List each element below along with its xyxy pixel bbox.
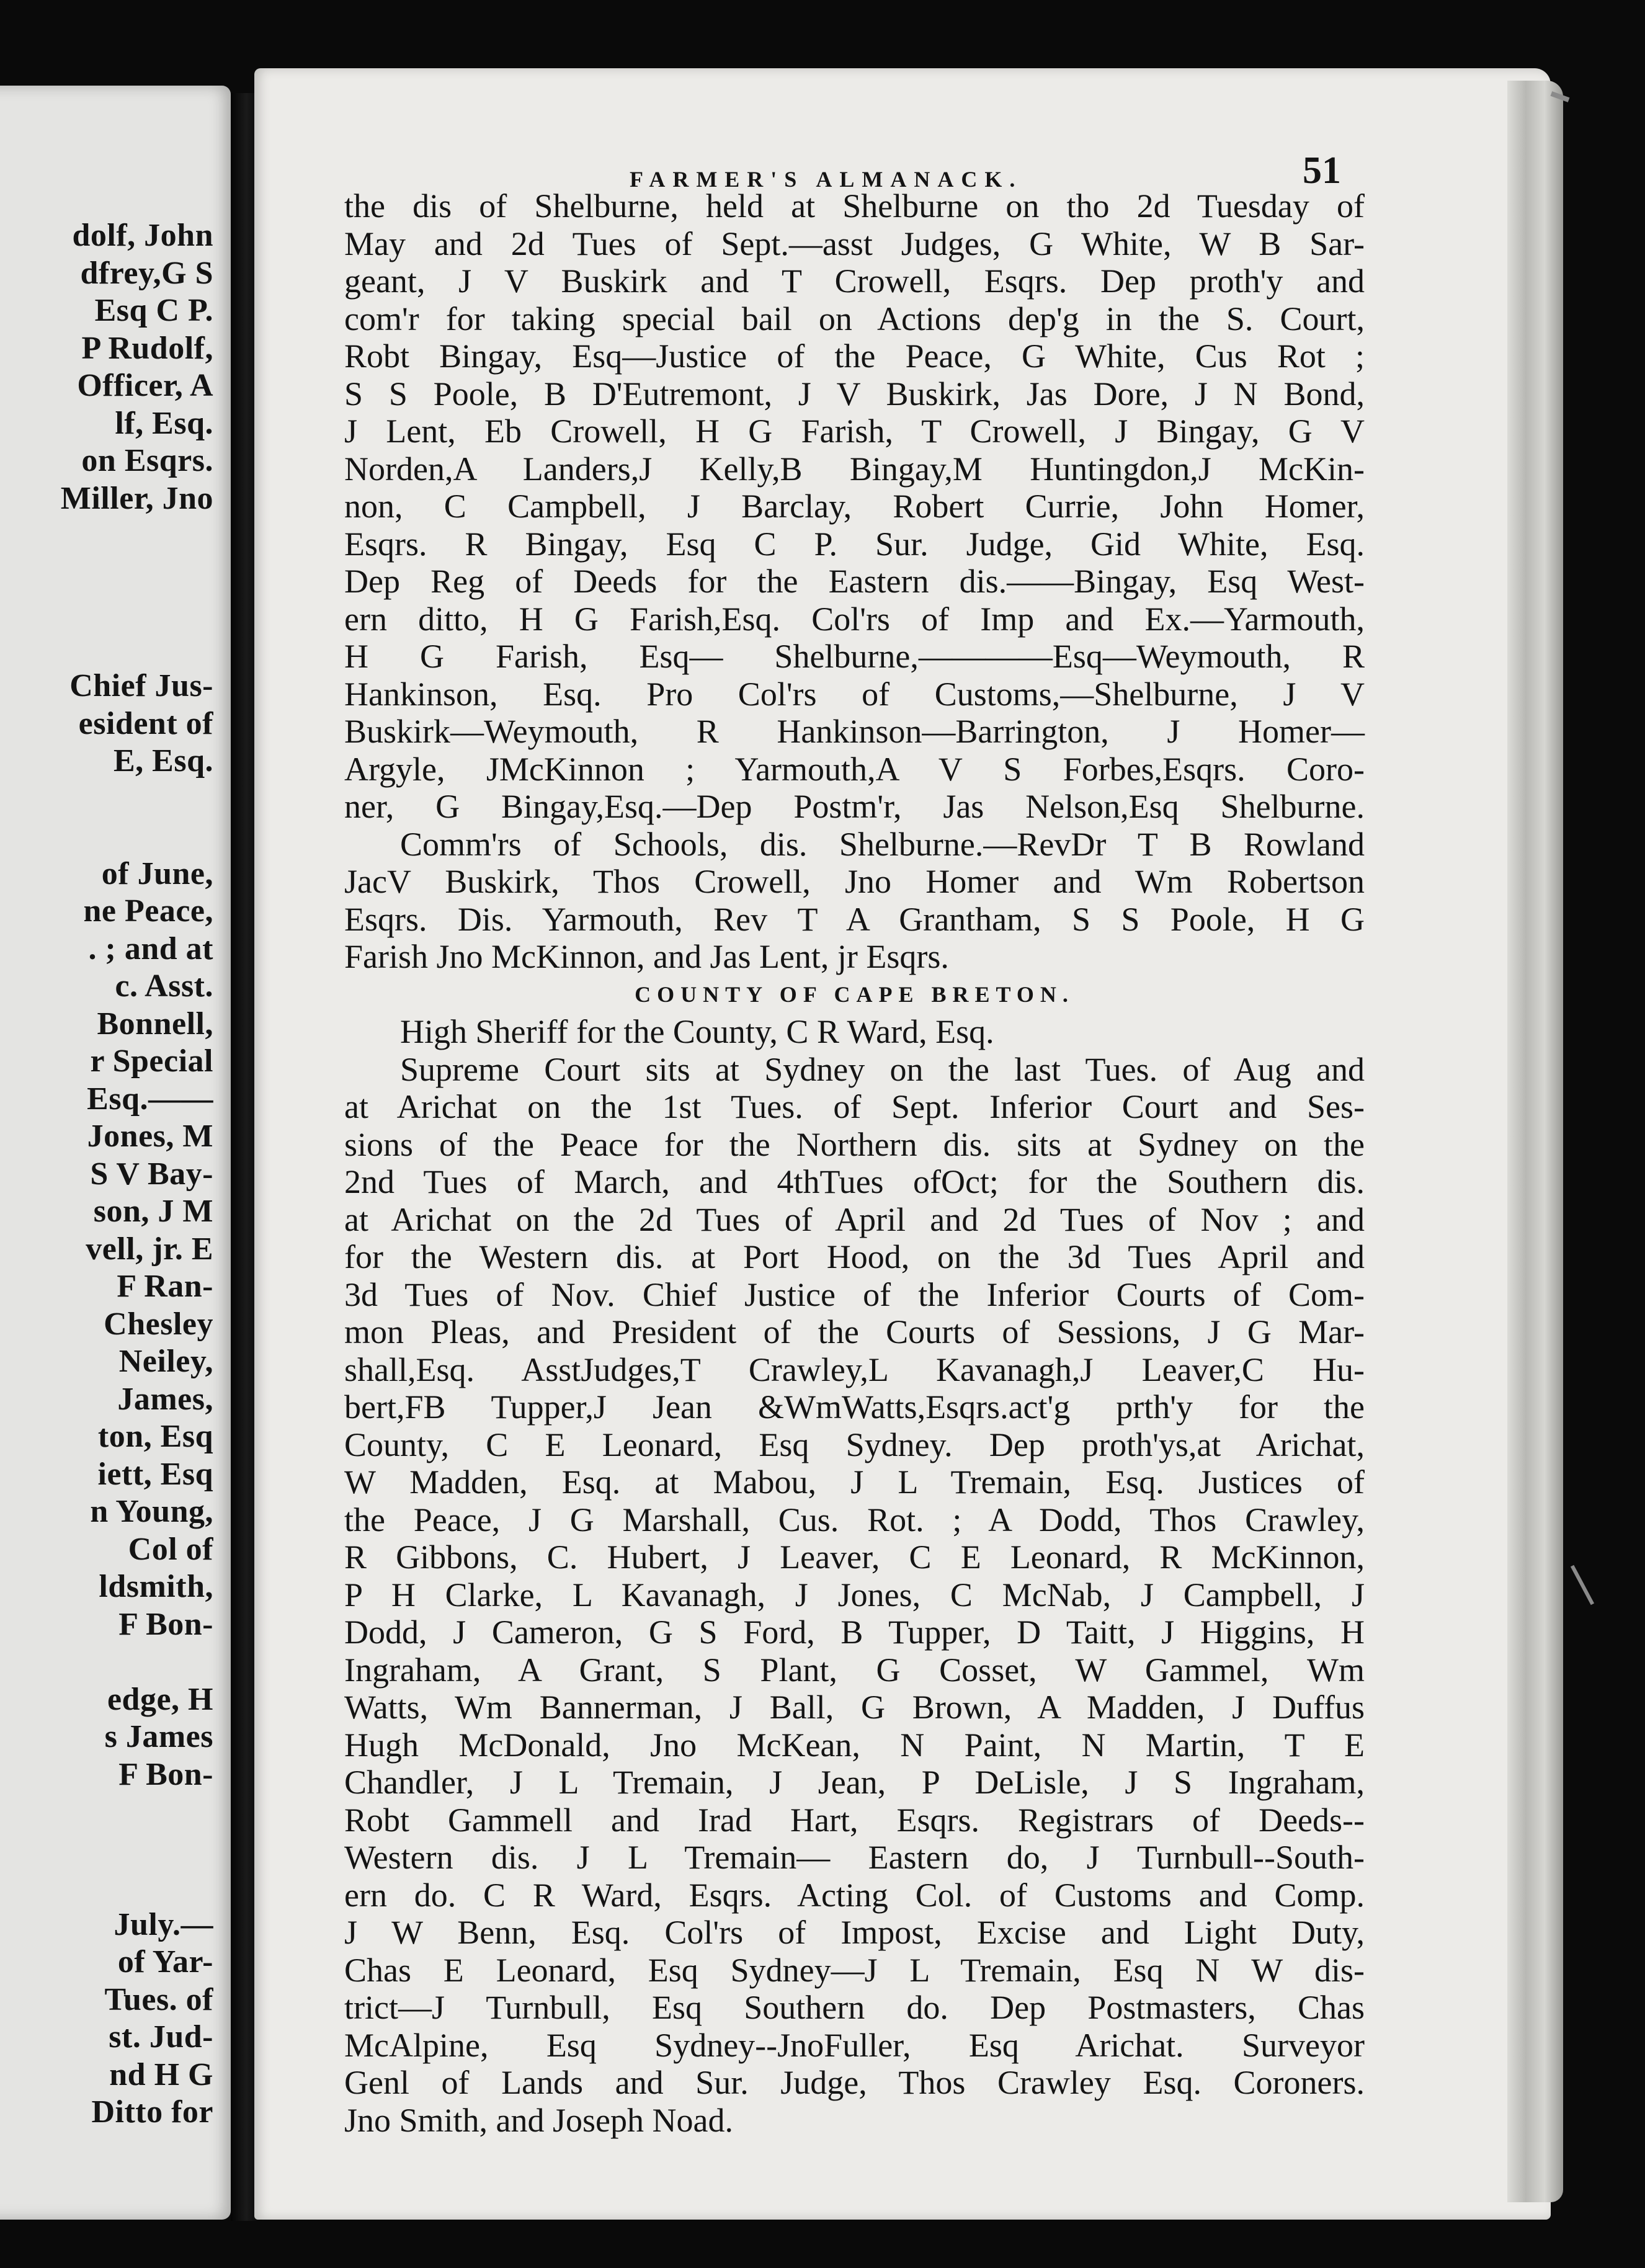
- body-line: J W Benn, Esq. Col'rs of Impost, Excise and Light Duty,: [344, 1914, 1365, 1951]
- body-line: for the Western dis. at Port Hood, on the 3d Tues April and: [344, 1238, 1365, 1275]
- body-line: Ingraham, A Grant, S Plant, G Cosset, W Gammel, Wm: [344, 1651, 1365, 1689]
- body-line: Robt Bingay, Esq—Justice of the Peace, G White, Cus Rot ;: [344, 337, 1365, 375]
- left-page-line: Chief Jus-: [69, 668, 213, 703]
- body-line: 3d Tues of Nov. Chief Justice of the Inferior Courts of Com-: [344, 1275, 1365, 1313]
- left-page-line: Tues. of: [104, 1981, 213, 2017]
- body-line: Farish Jno McKinnon, and Jas Lent, jr Esqrs.: [344, 938, 949, 975]
- body-line: Robt Gammell and Irad Hart, Esqrs. Registrars of Deeds--: [344, 1801, 1365, 1839]
- left-page-line: ne Peace,: [83, 893, 213, 929]
- body-line: Buskirk—Weymouth, R Hankinson—Barrington, J Homer—: [344, 713, 1365, 750]
- left-page-line: S V Bay-: [90, 1156, 213, 1192]
- body-line: the dis of Shelburne, held at Shelburne on tho 2d Tuesday of: [344, 187, 1365, 225]
- left-page-line: n Young,: [90, 1494, 213, 1529]
- body-line: Hankinson, Esq. Pro Col'rs of Customs,—Shelburne, J V: [344, 675, 1365, 713]
- body-line: at Arichat on the 1st Tues. of Sept. Inferior Court and Ses-: [344, 1088, 1365, 1125]
- left-page-line: F Bon-: [118, 1756, 213, 1792]
- body-line: trict—J Turnbull, Esq Southern do. Dep Postmasters, Chas: [344, 1989, 1365, 2026]
- body-line: JacV Buskirk, Thos Crowell, Jno Homer and Wm Robertson: [344, 863, 1365, 900]
- section-heading: COUNTY OF CAPE BRETON.: [635, 981, 1074, 1007]
- body-line: Chandler, J L Tremain, J Jean, P DeLisle, J S Ingraham,: [344, 1764, 1365, 1801]
- body-line: mon Pleas, and President of the Courts of Sessions, J G Mar-: [344, 1313, 1365, 1351]
- left-page-line: E, Esq.: [113, 743, 213, 779]
- left-page-line: James,: [117, 1381, 213, 1417]
- page-number: 51: [1303, 150, 1341, 192]
- left-page-line: esident of: [78, 705, 213, 741]
- body-line: the Peace, J G Marshall, Cus. Rot. ; A Dodd, Thos Crawley,: [344, 1501, 1365, 1538]
- left-page-line: c. Asst.: [115, 968, 213, 1004]
- left-page-line: dolf, John: [72, 218, 213, 253]
- body-line: 2nd Tues of March, and 4thTues ofOct; for the Southern dis.: [344, 1163, 1365, 1200]
- left-page-line: Ditto for: [91, 2094, 213, 2130]
- body-line: Western dis. J L Tremain— Eastern do, J Turnbull--South-: [344, 1839, 1365, 1876]
- left-page-line: Esq.——: [87, 1081, 213, 1117]
- left-page-line: st. Jud-: [109, 2019, 213, 2055]
- left-page-line: Jones, M: [87, 1118, 213, 1154]
- body-line: geant, J V Buskirk and T Crowell, Esqrs. Dep proth'y and: [344, 262, 1365, 300]
- body-line: ern ditto, H G Farish,Esq. Col'rs of Imp and Ex.—Yarmouth,: [344, 600, 1365, 638]
- left-page-line: iett, Esq: [97, 1456, 213, 1492]
- left-page-line: of Yar-: [117, 1944, 213, 1980]
- body-line: bert,FB Tupper,J Jean &WmWatts,Esqrs.act'g prth'y for the: [344, 1388, 1365, 1426]
- body-line: at Arichat on the 2d Tues of April and 2d Tues of Nov ; and: [344, 1200, 1365, 1238]
- left-page-line: F Bon-: [118, 1606, 213, 1642]
- body-line: Dodd, J Cameron, G S Ford, B Tupper, D Taitt, J Higgins, H: [344, 1614, 1365, 1651]
- body-line: Hugh McDonald, Jno McKean, N Paint, N Martin, T E: [344, 1726, 1365, 1764]
- page-stack-edge: [1507, 81, 1563, 2202]
- body-line: Watts, Wm Bannerman, J Ball, G Brown, A Madden, J Duffus: [344, 1689, 1365, 1726]
- body-line: sions of the Peace for the Northern dis. sits at Sydney on the: [344, 1125, 1365, 1163]
- left-page-line: vell, jr. E: [86, 1231, 213, 1267]
- left-page-line: nd H G: [109, 2056, 213, 2092]
- body-line: Comm'rs of Schools, dis. Shelburne.—RevDr T B Rowland: [400, 825, 1365, 863]
- body-line: Supreme Court sits at Sydney on the last Tues. of Aug and: [400, 1050, 1365, 1088]
- left-page-line: Esq C P.: [94, 293, 213, 328]
- body-line: McAlpine, Esq Sydney--JnoFuller, Esq Arichat. Surveyor: [344, 2026, 1365, 2064]
- left-page-line: of June,: [101, 855, 213, 891]
- body-line: ern do. C R Ward, Esqrs. Acting Col. of Customs and Comp.: [344, 1876, 1365, 1914]
- left-page-line: Bonnell,: [97, 1006, 213, 1042]
- body-line: Chas E Leonard, Esq Sydney—J L Tremain, Esq N W dis-: [344, 1951, 1365, 1989]
- body-line: Esqrs. Dis. Yarmouth, Rev T A Grantham, S S Poole, H G: [344, 900, 1365, 938]
- left-page-line: Officer, A: [77, 368, 213, 403]
- left-page-line: ldsmith,: [99, 1569, 213, 1604]
- body-line: Argyle, JMcKinnon ; Yarmouth,A V S Forbes,Esqrs. Coro-: [344, 750, 1365, 788]
- body-line: S S Poole, B D'Eutremont, J V Buskirk, Jas Dore, J N Bond,: [344, 375, 1365, 413]
- left-page-line: on Esqrs.: [81, 443, 213, 478]
- left-facing-page: [0, 86, 231, 2220]
- page-body: [344, 187, 1365, 2139]
- body-line: Jno Smith, and Joseph Noad.: [344, 2101, 733, 2139]
- body-line: J Lent, Eb Crowell, H G Farish, T Crowell, J Bingay, G V: [344, 413, 1365, 450]
- body-line: com'r for taking special bail on Actions dep'g in the S. Court,: [344, 300, 1365, 337]
- body-line: High Sheriff for the County, C R Ward, Esq.: [400, 1013, 994, 1050]
- body-line: Norden,A Landers,J Kelly,B Bingay,M Huntingdon,J McKin-: [344, 450, 1365, 488]
- body-line: Dep Reg of Deeds for the Eastern dis.——Bingay, Esq West-: [344, 563, 1365, 600]
- left-page-line: Chesley: [104, 1306, 213, 1342]
- left-page-line: July.—: [114, 1906, 213, 1942]
- body-line: May and 2d Tues of Sept.—asst Judges, G White, W B Sar-: [344, 225, 1365, 262]
- left-page-line: Neiley,: [118, 1344, 213, 1379]
- left-page-line: edge, H: [107, 1681, 213, 1717]
- left-page-line: Col of: [128, 1531, 213, 1567]
- body-line: H G Farish, Esq— Shelburne,————Esq—Weymouth, R: [344, 638, 1365, 675]
- left-page-line: Miller, Jno: [60, 480, 213, 516]
- body-line: P H Clarke, L Kavanagh, J Jones, C McNab, J Campbell, J: [344, 1576, 1365, 1614]
- body-line: shall,Esq. AsstJudges,T Crawley,L Kavanagh,J Leaver,C Hu-: [344, 1351, 1365, 1388]
- left-page-line: F Ran-: [117, 1269, 213, 1304]
- body-line: R Gibbons, C. Hubert, J Leaver, C E Leonard, R McKinnon,: [344, 1538, 1365, 1576]
- left-page-line: s James: [104, 1719, 213, 1754]
- left-page-line: dfrey,G S: [80, 255, 213, 291]
- left-page-line: son, J M: [93, 1194, 213, 1229]
- body-line: County, C E Leonard, Esq Sydney. Dep proth'ys,at Arichat,: [344, 1426, 1365, 1463]
- left-page-line: . ; and at: [88, 931, 213, 967]
- left-page-line: ton, Esq: [97, 1419, 213, 1454]
- body-line: Genl of Lands and Sur. Judge, Thos Crawley Esq. Coroners.: [344, 2064, 1365, 2101]
- running-title: FARMER'S ALMANACK.: [630, 167, 1023, 192]
- left-page-line: P Rudolf,: [81, 330, 213, 366]
- scan-speck: [1571, 1565, 1594, 1605]
- body-line: non, C Campbell, J Barclay, Robert Currie, John Homer,: [344, 488, 1365, 525]
- left-page-line: r Special: [90, 1043, 213, 1079]
- body-line: W Madden, Esq. at Mabou, J L Tremain, Esq. Justices of: [344, 1463, 1365, 1501]
- body-line: Esqrs. R Bingay, Esq C P. Sur. Judge, Gid White, Esq.: [344, 525, 1365, 563]
- left-page-line: lf, Esq.: [115, 405, 213, 441]
- body-line: ner, G Bingay,Esq.—Dep Postm'r, Jas Nelson,Esq Shelburne.: [344, 788, 1365, 825]
